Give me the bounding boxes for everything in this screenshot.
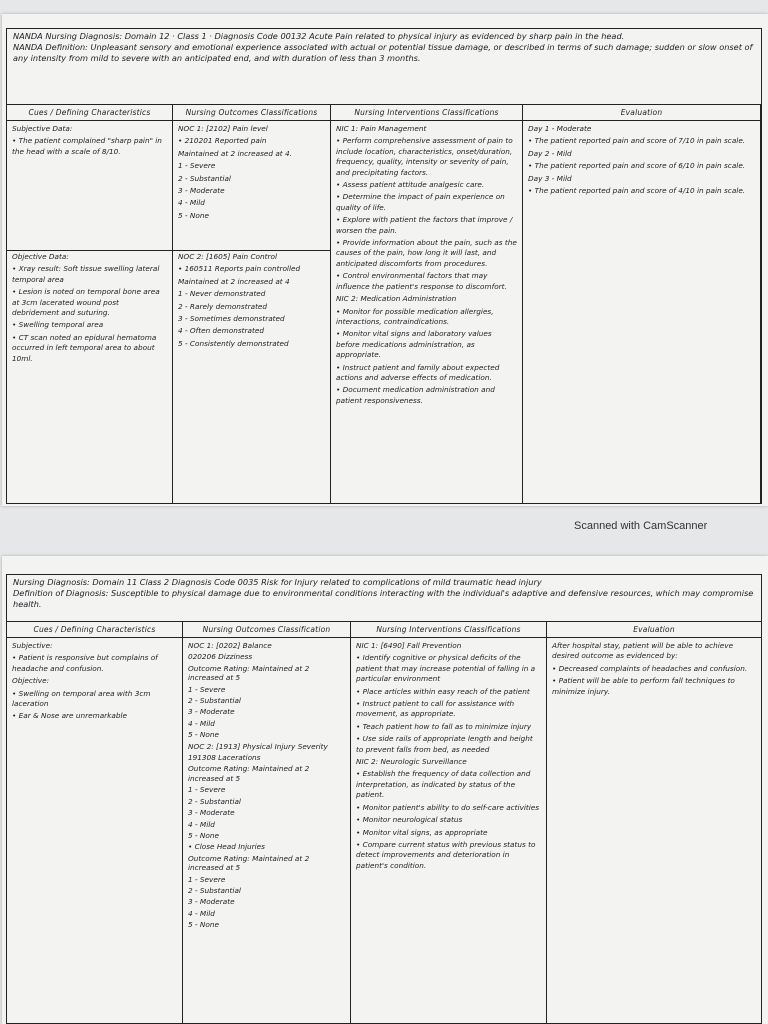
nic-line: NIC 1: Pain Management — [336, 124, 427, 133]
noc-line: 3 - Moderate — [188, 808, 235, 818]
noc-line: Maintained at 2 increased at 4 — [178, 276, 290, 286]
nic-line: • Monitor patient's ability to do self-care activities — [356, 802, 540, 812]
noc-line: 1 - Never demonstrated — [178, 289, 266, 299]
noc-line: Outcome Rating: Maintained at 2 increased at 5 — [188, 663, 310, 683]
noc-line: 1 - Severe — [188, 874, 226, 884]
evaluation-column — [523, 105, 761, 503]
noc-line: 3 - Moderate — [188, 707, 235, 717]
noc-line: 3 - Moderate — [178, 186, 225, 196]
diagnosis-header — [6, 28, 762, 105]
noc-line: Maintained at 2 increased at 4. — [178, 148, 292, 158]
noc-line: 4 - Often demonstrated — [178, 326, 264, 336]
noc-line: Outcome Rating: Maintained at 2 increased at 5 — [188, 764, 310, 783]
cue-line: • Lesion is noted on temporal bone area at 3cm lacerated wound post debridement and suturing. — [12, 287, 160, 318]
noc-line: 020206 Dizziness — [188, 652, 253, 662]
noc-column — [173, 105, 331, 503]
cue-line: Subjective Data: — [12, 124, 73, 133]
noc-line: • Close Head Injuries — [188, 842, 265, 852]
cue-line: Objective: — [12, 676, 50, 686]
care-plan-table — [6, 104, 762, 504]
column-header: Cues / Defining Characteristics — [7, 622, 182, 638]
nic-column — [351, 622, 547, 1023]
column-header: Evaluation — [523, 105, 760, 121]
diagnosis-definition: Definition of Diagnosis: Susceptible to physical damage due to environmental conditions interacting with the individual's adaptive and defensive resources, which may compromise health. — [13, 588, 754, 609]
cue-line: Subjective: — [12, 641, 53, 650]
noc-line: NOC 1: [0202] Balance — [188, 641, 272, 650]
noc-line: 4 - Mild — [188, 819, 215, 829]
column-header: Nursing Outcomes Classification — [183, 622, 350, 638]
nic-line: • Establish the frequency of data collection and interpretation, as indicated by status of the patient. — [356, 769, 531, 800]
noc-line: 3 - Sometimes demonstrated — [178, 314, 285, 324]
noc-line: 2 - Substantial — [188, 696, 241, 706]
column-header: Evaluation — [547, 622, 761, 638]
care-plan-page-2 — [2, 556, 768, 1024]
noc-line: 2 - Substantial — [188, 885, 241, 895]
column-header: Nursing Interventions Classifications — [351, 622, 546, 638]
noc-line: NOC 2: [1605] Pain Control — [178, 252, 277, 261]
nic-line: • Explore with patient the factors that improve / worsen the pain. — [336, 215, 513, 235]
cue-line: • Swelling on temporal area with 3cm laceration — [12, 688, 151, 709]
nic-line: • Provide information about the pain, such as the causes of the pain, how long it will last, and anticipated discomforts from procedures. — [336, 238, 517, 268]
evaluation-line: Day 3 - Mild — [528, 173, 572, 183]
evaluation-line: • Decreased complaints of headaches and confusion. — [552, 663, 748, 673]
noc-line: 2 - Rarely demonstrated — [178, 301, 268, 311]
nic-column — [331, 105, 523, 503]
noc-line: 5 - None — [178, 210, 209, 220]
noc-line: 2 - Substantial — [178, 173, 231, 183]
nic-line: • Use side rails of appropriate length and height to prevent falls from bed, as needed — [356, 734, 533, 754]
nic-line: • Place articles within easy reach of the patient — [356, 686, 530, 696]
care-plan-table — [6, 621, 762, 1024]
cue-line: • Swelling temporal area — [12, 320, 104, 330]
noc-line: 5 - None — [188, 830, 219, 840]
nic-line: • Instruct patient and family about expected actions and adverse effects of medication. — [336, 362, 500, 382]
nic-line: • Instruct patient to call for assistance with movement, as appropriate. — [356, 699, 515, 719]
cue-line: • Xray result: Soft tissue swelling lateral temporal area — [12, 264, 160, 284]
nic-line: • Perform comprehensive assessment of pain to include location, characteristics, onset/duration, frequency, quality, intensity or severity of pain, and precipitating factors. — [336, 136, 513, 177]
evaluation-line: • The patient reported pain and score of 4/10 in pain scale. — [528, 186, 746, 196]
evaluation-line: After hospital stay, patient will be able to achieve desired outcome as evidenced by: — [552, 641, 734, 661]
column-header: Nursing Outcomes Classifications — [173, 105, 330, 121]
column-header: Cues / Defining Characteristics — [7, 105, 172, 121]
noc-line: 5 - Consistently demonstrated — [178, 338, 289, 348]
noc-line: 3 - Moderate — [188, 897, 235, 907]
noc-line: 5 - None — [188, 920, 219, 930]
cues-column — [7, 622, 183, 1023]
nic-line: • Monitor vital signs, as appropriate — [356, 827, 488, 837]
nic-line: • Monitor for possible medication allergies, interactions, contraindications. — [336, 306, 494, 326]
cue-line: • Ear & Nose are unremarkable — [12, 711, 128, 721]
noc-line: 191308 Lacerations — [188, 753, 261, 763]
noc-line: 4 - Mild — [178, 198, 205, 208]
noc-line: NOC 1: [2102] Pain level — [178, 124, 268, 133]
evaluation-line: Day 2 - Mild — [528, 148, 572, 158]
noc-line: • 160511 Reports pain controlled — [178, 264, 301, 274]
noc-line: 1 - Severe — [178, 161, 216, 171]
evaluation-line: Day 1 - Moderate — [528, 124, 592, 133]
nic-line: • Determine the impact of pain experience on quality of life. — [336, 192, 505, 212]
scanner-watermark: Scanned with CamScanner — [574, 520, 708, 532]
nanda-diagnosis: NANDA Nursing Diagnosis: Domain 12 · Class 1 · Diagnosis Code 00132 Acute Pain related to physical injury as evidenced by sharp pain in the head. — [13, 31, 625, 41]
noc-line: 1 - Severe — [188, 785, 226, 795]
nic-line: • Control environmental factors that may influence the patient's response to discomfort. — [336, 271, 507, 291]
noc-line: 2 - Substantial — [188, 796, 241, 806]
row-divider — [7, 250, 331, 251]
nic-line: • Teach patient how to fall as to minimize injury — [356, 721, 532, 731]
nanda-definition: NANDA Definition: Unpleasant sensory and emotional experience associated with actual or potential tissue damage, or described in terms of such damage; sudden or slow onset of any intensity from mild to severe with an anticipated end, and with duration of less than 3 months. — [13, 42, 753, 63]
noc-line: • 210201 Reported pain — [178, 136, 267, 146]
noc-line: 4 - Mild — [188, 718, 215, 728]
noc-line: 5 - None — [188, 730, 219, 740]
care-plan-page-1 — [2, 14, 768, 506]
diagnosis-header — [6, 574, 762, 622]
noc-line: Outcome Rating: Maintained at 2 increased at 5 — [188, 853, 310, 873]
cue-line: • The patient complained "sharp pain" in the head with a scale of 8/10. — [12, 136, 162, 156]
evaluation-line: • The patient reported pain and score of 6/10 in pain scale. — [528, 161, 746, 171]
noc-column — [183, 622, 351, 1023]
evaluation-line: • Patient will be able to perform fall techniques to minimize injury. — [552, 676, 735, 696]
nic-line: NIC 2: Neurologic Surveillance — [356, 757, 467, 767]
nic-line: • Monitor neurological status — [356, 815, 463, 825]
evaluation-line: • The patient reported pain and score of 7/10 in pain scale. — [528, 136, 746, 146]
nic-line: • Compare current status with previous status to detect improvements and deterioration in patient's condition. — [356, 839, 536, 870]
noc-line: NOC 2: [1913] Physical Injury Severity — [188, 741, 328, 751]
noc-line: 4 - Mild — [188, 908, 215, 918]
cues-column — [7, 105, 173, 503]
nic-line: • Monitor vital signs and laboratory values before medications administration, as appropriate. — [336, 329, 492, 360]
nursing-diagnosis: Nursing Diagnosis: Domain 11 Class 2 Diagnosis Code 0035 Risk for Injury related to complications of mild traumatic head injury — [13, 577, 542, 587]
evaluation-column — [547, 622, 761, 1023]
nic-line: • Assess patient attitude analgesic care. — [336, 180, 485, 190]
nic-line: NIC 2: Medication Administration — [336, 294, 457, 304]
column-header: Nursing Interventions Classifications — [331, 105, 522, 121]
nic-line: • Identify cognitive or physical deficits of the patient that may increase potential of falling in a particular environment — [356, 653, 536, 684]
cue-line: • CT scan noted an epidural hematoma occurred in left temporal area to about 10ml. — [12, 332, 157, 363]
nic-line: • Document medication administration and patient responsiveness. — [336, 385, 495, 405]
nic-line: NIC 1: [6490] Fall Prevention — [356, 641, 462, 650]
noc-line: 1 - Severe — [188, 684, 226, 694]
cue-line: Objective Data: — [12, 252, 69, 261]
cue-line: • Patient is responsive but complains of headache and confusion. — [12, 653, 158, 673]
